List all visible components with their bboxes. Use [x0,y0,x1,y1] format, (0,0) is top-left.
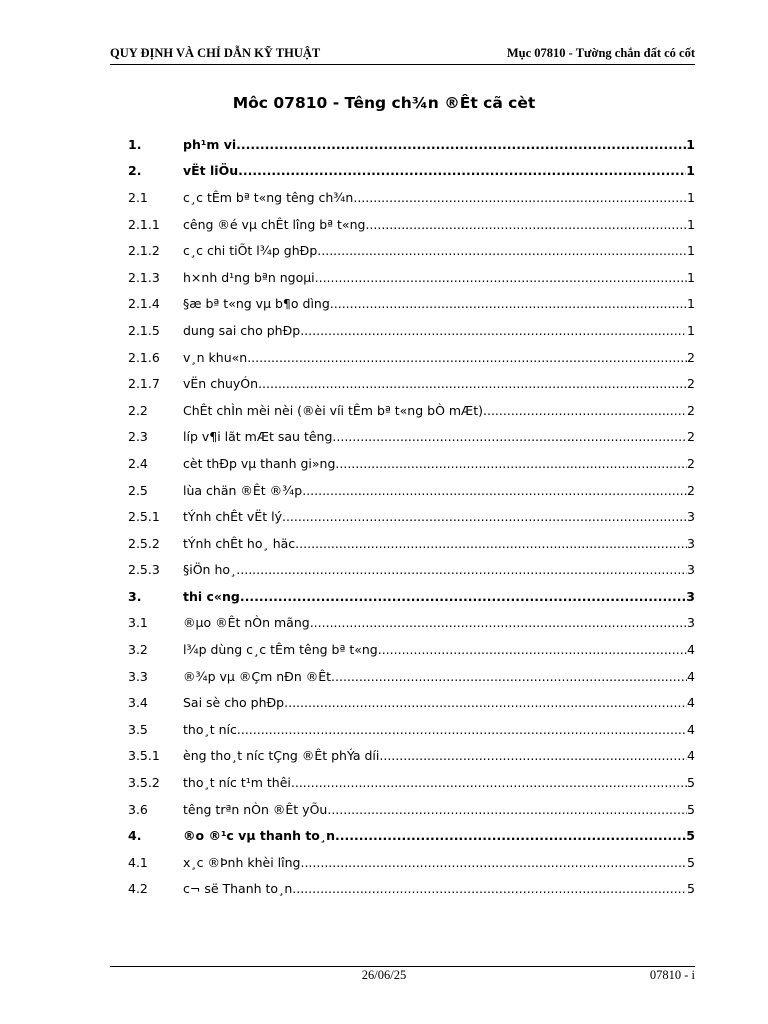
document-title: Môc 07810 - Têng ch¾n ®Êt cã cèt [232,94,536,112]
toc-leader-dots [238,163,686,178]
toc-entry[interactable] [128,663,695,690]
toc-leader-dots [291,775,687,790]
toc-entry-page: 3 [687,509,695,525]
toc-entry[interactable] [128,583,695,610]
toc-entry-number: 2.5.2 [128,535,160,551]
toc-leader-dots [302,483,687,498]
toc-entry-label: líp v¶i lãt mÆt sau têng [183,429,333,445]
toc-entry-page: 1 [686,163,695,179]
toc-entry-page: 1 [687,322,695,338]
toc-entry-label: ®¾p vµ ®Çm nÐn ®Êt [183,668,332,684]
toc-entry[interactable] [128,397,695,424]
toc-entry-page: 4 [687,668,695,684]
toc-entry-number: 2.1 [128,189,148,205]
toc-leader-dots [240,589,686,604]
toc-entry[interactable] [128,291,695,318]
toc-leader-dots [300,855,687,870]
toc-entry[interactable] [128,237,695,264]
toc-entry-number: 4.1 [128,854,148,870]
toc-leader-dots [236,137,686,152]
toc-entry-number: 3. [128,588,142,604]
toc-entry-number: 3.6 [128,801,148,817]
toc-entry-page: 5 [686,828,695,844]
toc-entry-page: 2 [687,376,695,392]
toc-entry[interactable] [128,424,695,451]
toc-leader-dots [332,429,687,444]
toc-entry-label: l¾p dùng c¸c tÊm têng bª t«ng [183,642,378,658]
toc-entry-label: ChÊt chÌn mèi nèi (®èi víi tÊm bª t«ng bÒ mÆt) [183,402,484,418]
toc-leader-dots [331,669,687,684]
toc-leader-dots [292,881,687,896]
toc-entry-label: tÝnh chÊt ho¸ häc [183,535,296,551]
toc-entry-label: vËn chuyÓn [183,376,259,392]
toc-entry-label: ®µo ®Êt nÒn mãng [183,615,310,631]
toc-entry[interactable] [128,211,695,238]
toc-entry-label: h×nh d¹ng bªn ngoµi [183,269,315,285]
toc-entry-label: thi c«ng [183,588,240,604]
toc-entry-label: c¸c tÊm bª t«ng têng ch¾n [183,189,354,205]
toc-entry[interactable] [128,689,695,716]
toc-entry-label: ®o ®¹c vµ thanh to¸n [183,828,336,844]
toc-entry-label: ph¹m vi [183,136,237,152]
toc-entry-page: 1 [687,269,695,285]
toc-entry-page: 5 [687,801,695,817]
toc-entry-number: 3.5 [128,721,148,737]
toc-entry[interactable] [128,370,695,397]
toc-entry-number: 2.4 [128,455,148,471]
header-left-text: QUY ĐỊNH VÀ CHỈ DẪN KỸ THUẬT [110,46,321,60]
toc-leader-dots [365,217,687,232]
toc-entry[interactable] [128,158,695,185]
toc-entry-page: 4 [687,642,695,658]
footer-date: 26/06/25 [361,968,407,982]
toc-entry-page: 2 [687,349,695,365]
toc-entry-page: 3 [687,535,695,551]
toc-entry-label: vËt liÖu [183,163,239,179]
toc-entry-label: tho¸t níc [183,721,237,737]
toc-entry-number: 1. [128,136,142,152]
toc-entry-page: 2 [687,429,695,445]
toc-entry-label: Sai sè cho phÐp [183,695,285,711]
toc-entry[interactable] [128,317,695,344]
toc-leader-dots [353,190,687,205]
footer-page-number: 07810 - i [649,968,695,982]
toc-entry[interactable] [128,610,695,637]
toc-entry-page: 4 [687,695,695,711]
toc-entry-page: 4 [687,748,695,764]
toc-leader-dots [300,323,687,338]
toc-entry-label: tho¸t níc t¹m thêi [183,775,291,791]
toc-leader-dots [315,270,687,285]
toc-entry-number: 2.1.6 [128,349,160,365]
toc-entry-label: c¬ së Thanh to¸n [183,881,293,897]
toc-leader-dots [310,615,687,630]
toc-entry-label: têng trªn nÒn ®Êt yÕu [183,801,328,817]
toc-entry-number: 2.1.3 [128,269,160,285]
toc-entry[interactable] [128,636,695,663]
toc-entry[interactable] [128,716,695,743]
toc-entry-number: 3.1 [128,615,148,631]
toc-entry-page: 1 [686,136,695,152]
toc-leader-dots [379,748,687,763]
toc-leader-dots [236,562,687,577]
toc-entry[interactable] [128,184,695,211]
toc-entry-number: 2.3 [128,429,148,445]
toc-entry[interactable] [128,450,695,477]
table-of-contents [128,131,695,902]
toc-entry-label: §æ bª t«ng vµ b¶o dìng [183,296,330,312]
toc-entry-label: v¸n khu«n [183,349,248,365]
toc-entry-number: 2.5.1 [128,509,160,525]
toc-entry[interactable] [128,557,695,584]
toc-entry[interactable] [128,849,695,876]
toc-entry-page: 5 [687,881,695,897]
page-header [110,46,695,65]
toc-entry[interactable] [128,477,695,504]
toc-entry-label: tÝnh chÊt vËt lý [183,509,282,525]
toc-entry-number: 3.2 [128,642,148,658]
toc-leader-dots [237,722,687,737]
toc-entry[interactable] [128,822,695,849]
toc-entry[interactable] [128,344,695,371]
toc-entry-page: 4 [687,721,695,737]
toc-entry-number: 2.5 [128,482,148,498]
toc-entry-label: dung sai cho phÐp [183,322,301,338]
toc-entry-number: 4. [128,828,142,844]
toc-leader-dots [335,828,686,843]
toc-entry-page: 3 [686,588,695,604]
toc-entry-page: 1 [687,189,695,205]
toc-entry[interactable] [128,530,695,557]
toc-entry[interactable] [128,796,695,823]
toc-entry-label: cèt thÐp vµ thanh gi»ng [183,455,336,471]
toc-entry-label: èng tho¸t níc tÇng ®Êt phÝa díi [183,748,380,764]
toc-entry-page: 3 [687,562,695,578]
toc-entry-page: 2 [687,482,695,498]
toc-entry-label: §iÖn ho¸ [183,562,237,578]
toc-entry[interactable] [128,769,695,796]
toc-entry-page: 1 [687,216,695,232]
toc-leader-dots [247,350,687,365]
toc-entry-page: 1 [687,243,695,259]
toc-entry-number: 2.1.7 [128,376,160,392]
toc-entry-page: 1 [687,296,695,312]
toc-entry[interactable] [128,264,695,291]
toc-entry-page: 3 [687,615,695,631]
header-right-text: Mục 07810 - Tường chắn đất có cốt [506,46,695,60]
toc-entry-number: 4.2 [128,881,148,897]
toc-leader-dots [258,376,687,391]
toc-entry[interactable] [128,743,695,770]
toc-leader-dots [327,802,687,817]
toc-entry-number: 2.1.5 [128,322,160,338]
toc-entry-label: x¸c ®Þnh khèi lîng [183,854,301,870]
toc-entry-page: 5 [687,854,695,870]
toc-entry-number: 2.1.4 [128,296,160,312]
toc-entry-label: c¸c chi tiÕt l¾p ghÐp [183,243,318,259]
toc-leader-dots [317,243,687,258]
footer-divider [110,966,695,967]
toc-leader-dots [335,456,687,471]
toc-leader-dots [295,536,687,551]
toc-entry-page: 2 [687,402,695,418]
toc-leader-dots [282,509,687,524]
toc-entry-number: 2.1.2 [128,243,160,259]
toc-entry-number: 2.2 [128,402,148,418]
toc-entry-page: 5 [687,775,695,791]
toc-entry-label: lùa chän ®Êt ®¾p [183,482,303,498]
toc-entry-number: 3.3 [128,668,148,684]
toc-leader-dots [330,296,687,311]
toc-leader-dots [483,403,687,418]
toc-leader-dots [284,695,687,710]
toc-entry-number: 2. [128,163,142,179]
toc-entry[interactable] [128,876,695,903]
toc-entry[interactable] [128,503,695,530]
toc-entry[interactable] [128,131,695,158]
toc-entry-label: cêng ®é vµ chÊt lîng bª t«ng [183,216,366,232]
toc-entry-number: 2.5.3 [128,562,160,578]
toc-entry-number: 2.1.1 [128,216,160,232]
toc-entry-number: 3.5.1 [128,748,160,764]
toc-entry-page: 2 [687,455,695,471]
toc-entry-number: 3.5.2 [128,775,160,791]
toc-leader-dots [378,642,687,657]
toc-entry-number: 3.4 [128,695,148,711]
